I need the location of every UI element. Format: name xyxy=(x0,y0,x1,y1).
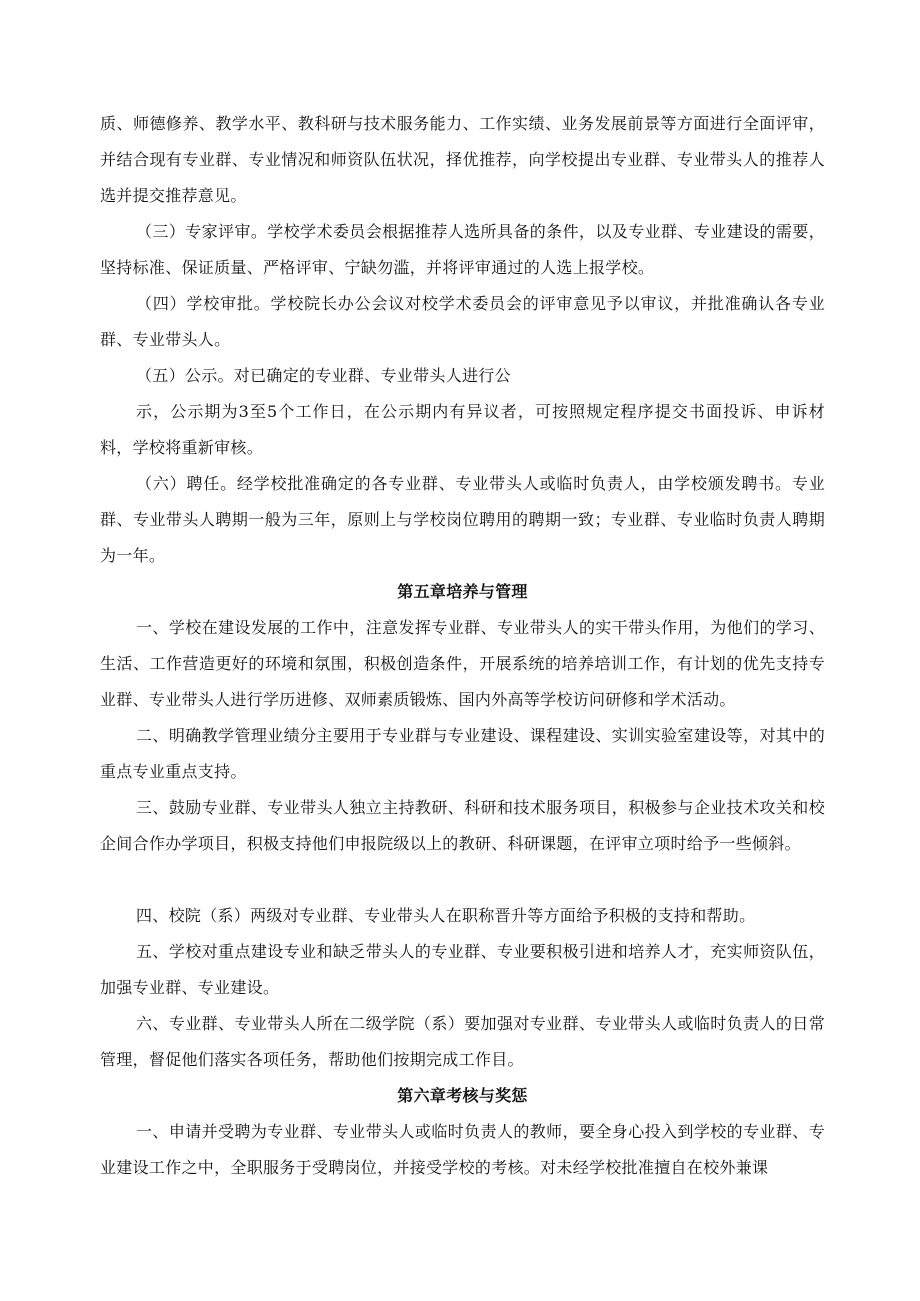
paragraph-recommendation-continued: 质、师德修养、教学水平、教科研与技术服务能力、工作实绩、业务发展前景等方面进行全面评审，并结合现有专业群、专业情况和师资队伍状况，择优推荐，向学校提出专业群、专业带头人的推荐人选并提交推荐意见。 xyxy=(100,114,825,205)
paragraph-training-4: 四、校院（系）两级对专业群、专业带头人在职称晋升等方面给予积极的支持和帮助。 xyxy=(136,906,756,925)
paragraph-training-2: 二、明确教学管理业绩分主要用于专业群与专业建设、课程建设、实训实验室建设等，对其中的重点专业重点支持。 xyxy=(100,726,825,781)
paragraph-training-1: 一、学校在建设发展的工作中，注意发挥专业群、专业带头人的实干带头作用，为他们的学习、生活、工作营造更好的环境和氛围，积极创造条件，开展系统的培养培训工作，有计划的优先支持专业群、专业带头人进行学历进修、双师素质锻炼、国内外高等学校访问研修和学术活动。 xyxy=(100,618,825,709)
paragraph-publicity-period: 示，公示期为3至5个工作日，在公示期内有异议者，可按照规定程序提交书面投诉、申诉材料，学校将重新审核。 xyxy=(100,402,825,457)
paragraph-publicity-start: （五）公示。对已确定的专业群、专业带头人进行公 xyxy=(136,366,511,385)
paragraph-school-approval: （四）学校审批。学校院长办公会议对校学术委员会的评审意见予以审议，并批准确认各专业群、专业带头人。 xyxy=(100,294,825,349)
paragraph-expert-review: （三）专家评审。学校学术委员会根据推荐人选所具备的条件，以及专业群、专业建设的需要，坚持标准、保证质量、严格评审、宁缺勿滥，并将评审通过的人选上报学校。 xyxy=(100,222,825,277)
paragraph-training-5: 五、学校对重点建设专业和缺乏带头人的专业群、专业要积极引进和培养人才，充实师资队伍，加强专业群、专业建设。 xyxy=(100,942,825,997)
paragraph-training-6: 六、专业群、专业带头人所在二级学院（系）要加强对专业群、专业带头人或临时负责人的日常管理，督促他们落实各项任务，帮助他们按期完成工作目。 xyxy=(100,1014,825,1069)
paragraph-assessment-1: 一、申请并受聘为专业群、专业带头人或临时负责人的教师，要全身心投入到学校的专业群、专业建设工作之中，全职服务于受聘岗位，并接受学校的考核。对未经学校批准擅自在校外兼课 xyxy=(100,1122,825,1177)
paragraph-training-3: 三、鼓励专业群、专业带头人独立主持教研、科研和技术服务项目，积极参与企业技术攻关和校企间合作办学项目，积极支持他们申报院级以上的教研、科研课题，在评审立项时给予一些倾斜。 xyxy=(100,798,825,853)
chapter-five-heading: 第五章培养与管理 xyxy=(397,582,528,601)
chapter-six-heading: 第六章考核与奖惩 xyxy=(397,1086,528,1105)
paragraph-appointment: （六）聘任。经学校批准确定的各专业群、专业带头人或临时负责人，由学校颁发聘书。专业群、专业带头人聘期一般为三年，原则上与学校岗位聘用的聘期一致；专业群、专业临时负责人聘期为一年。 xyxy=(100,474,825,565)
